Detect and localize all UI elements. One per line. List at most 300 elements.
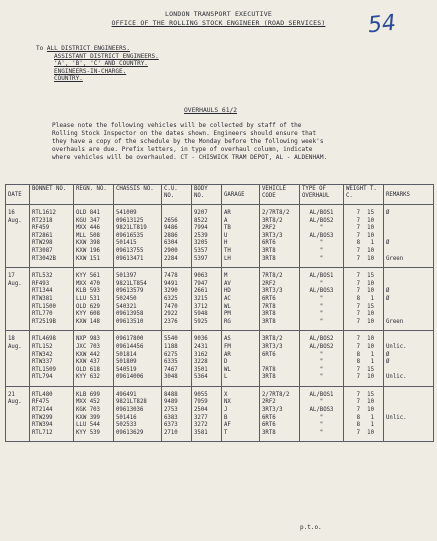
table-row-value: 2539: [194, 232, 208, 239]
table-row-value: [346, 319, 381, 327]
date-text: 21: [8, 391, 15, 398]
weight-tons: 7: [356, 288, 360, 295]
table-row-value: 541009: [116, 210, 137, 216]
table-row-value: 6RT6: [262, 295, 276, 302]
table-row-value: 3215: [194, 295, 208, 302]
paragraph-line: where vehicles will be overhauled. CT - CHISWICK TRAM DEPOT, AL - ALDENHAM.: [52, 154, 328, 162]
table-row-value: 540519: [116, 366, 137, 373]
table-row-value: Unlic.: [386, 414, 407, 421]
weight-tons: 7: [356, 399, 360, 406]
weight-tons: 8: [356, 351, 360, 358]
paragraph-line: they have a copy of the schedule by the Monday before the following week's: [52, 138, 324, 146]
pto-note: p.t.o.: [300, 524, 322, 531]
date-text: 17: [8, 273, 15, 280]
table-row-value: MXX 470: [76, 280, 100, 287]
handwritten-page-number: 54: [366, 10, 398, 39]
table-row-value: 8522: [194, 217, 208, 224]
table-row-value: ": [319, 318, 324, 325]
weight-tons: 7: [356, 407, 360, 414]
table-row-value: AL/BOS1: [309, 391, 334, 398]
table-row-value: [386, 304, 431, 312]
table-row-value: 6373: [164, 422, 178, 429]
distribution-line: ALL DISTRICT ENGINEERS.: [46, 45, 130, 52]
weight-cell: [344, 331, 384, 387]
table-row-value: [386, 367, 431, 375]
table-row-value: 7959: [194, 399, 208, 406]
table-row-value: 09613510: [116, 318, 144, 325]
weight-cwt: 10: [367, 225, 374, 232]
table-row-value: ": [319, 240, 324, 247]
date-text: 16: [8, 210, 15, 216]
table-row-value: 7478: [164, 273, 178, 280]
table-row-value: RF475: [32, 399, 50, 406]
date-group-row: [6, 268, 434, 331]
weight-tons: 7: [356, 225, 360, 232]
table-row-value: [346, 210, 381, 218]
table-row-value: [346, 359, 381, 367]
weight-tons: 7: [356, 210, 360, 216]
table-row-value: Ø: [386, 240, 390, 247]
table-row-value: M: [224, 273, 228, 280]
weight-cwt: 15: [367, 273, 374, 280]
table-row-value: 2284: [164, 255, 178, 262]
table-row-value: 09613629: [116, 429, 144, 436]
table-row-value: 5925: [194, 318, 208, 325]
org-heading: LONDON TRANSPORT EXECUTIVE: [165, 10, 272, 18]
table-row-value: OLD 841: [76, 210, 100, 216]
weight-cwt: 15: [367, 210, 374, 216]
cu-cell: [162, 331, 192, 387]
overhauls-title: OVERHAULS 61/2: [184, 107, 238, 114]
table-row-value: [386, 399, 431, 407]
chassis-cell: [114, 268, 162, 331]
table-row-value: [386, 273, 431, 281]
table-row-value: HD: [224, 288, 231, 295]
table-row-value: 501814: [116, 351, 137, 358]
table-row-value: RT1344: [32, 288, 53, 295]
table-body: [6, 205, 434, 442]
table-header-row: [6, 185, 434, 205]
table-row-value: AL/BOS2: [309, 343, 334, 350]
table-row-value: RTL770: [32, 311, 53, 318]
weight-cwt: 10: [367, 399, 374, 406]
table-row-value: [262, 359, 297, 367]
header-bonnet: BONNET NO.: [30, 185, 74, 205]
table-row-value: Green: [386, 255, 404, 262]
date-text: Aug.: [8, 280, 22, 287]
table-row-value: 2922: [164, 311, 178, 318]
table-row-value: 6383: [164, 414, 178, 421]
table-row-value: TH: [224, 247, 231, 254]
table-row-value: 6RT6: [262, 240, 276, 247]
table-row-value: 2900: [164, 247, 178, 254]
table-row-value: RTW299: [32, 414, 53, 421]
table-row-value: 7470: [164, 303, 178, 310]
table-row-value: RTL532: [32, 273, 53, 280]
weight-tons: 7: [356, 247, 360, 254]
table-row-value: ": [319, 303, 324, 310]
distribution-line: COUNTRY.: [54, 75, 83, 83]
table-row-value: NX: [224, 399, 231, 406]
table-row-value: 5397: [194, 255, 208, 262]
table-row-value: [346, 311, 381, 319]
header-chassis: CHASSIS NO.: [114, 185, 162, 205]
weight-cell: [344, 268, 384, 331]
weight-cwt: 10: [367, 407, 374, 414]
table-row-value: MLL 508: [76, 232, 100, 239]
table-row-value: AR: [224, 351, 231, 358]
table-row-value: ": [319, 351, 324, 358]
table-row-value: KXW 196: [76, 247, 100, 254]
weight-tons: 7: [356, 374, 360, 381]
table-row-value: RT2144: [32, 407, 53, 414]
table-row-value: [386, 392, 431, 400]
table-row-value: 3RT8: [262, 429, 276, 436]
table-row-value: 3272: [194, 422, 208, 429]
table-row-value: [346, 233, 381, 241]
cu-cell: [162, 205, 192, 268]
vehicle-code-cell: [260, 205, 300, 268]
table-row-value: RF493: [32, 280, 50, 287]
table-row-value: [346, 430, 381, 438]
table-row-value: 09613471: [116, 255, 144, 262]
table-row-value: ": [319, 399, 324, 406]
weight-tons: 8: [356, 422, 360, 429]
table-row-value: [386, 407, 431, 415]
header-remarks: REMARKS: [384, 185, 434, 205]
table-row-value: RT2519B: [32, 318, 56, 325]
weight-cwt: 1: [370, 240, 374, 247]
table-row-value: L: [224, 374, 228, 381]
table-row-value: T: [224, 429, 228, 436]
table-row-value: 09613036: [116, 407, 144, 414]
table-row-value: Ø: [386, 351, 390, 358]
table-row-value: AL/BOS2: [309, 336, 334, 343]
table-row-value: ": [319, 225, 324, 232]
table-row-value: [386, 336, 431, 344]
table-row-value: 3048: [164, 374, 178, 381]
table-row-value: 3581: [194, 429, 208, 436]
body-cell: [192, 386, 222, 442]
table-row-value: [346, 288, 381, 296]
weight-cwt: 15: [367, 303, 374, 310]
table-row-value: ": [319, 366, 324, 373]
table-row-value: RTL480: [32, 391, 53, 398]
table-row-value: RT3087: [32, 247, 53, 254]
table-row-value: RTL1509: [32, 366, 56, 373]
garage-cell: [222, 331, 260, 387]
table-row-value: 7RT8: [262, 303, 276, 310]
table-row-value: [346, 422, 381, 430]
table-row-value: RTL1612: [32, 210, 56, 216]
office-heading: OFFICE OF THE ROLLING STOCK ENGINEER (ROAD SERVICES): [111, 19, 326, 27]
weight-cell: [344, 386, 384, 442]
table-row-value: 3228: [194, 359, 208, 366]
table-row-value: RTW337: [32, 359, 53, 366]
date-group-row: [6, 386, 434, 442]
table-row-value: 6RT6: [262, 422, 276, 429]
table-row-value: [346, 225, 381, 233]
table-row-value: RT2318: [32, 217, 53, 224]
table-row-value: ": [319, 422, 324, 429]
table-row-value: H: [224, 240, 228, 247]
table-row-value: 2504: [194, 407, 208, 414]
table-row-value: [386, 311, 431, 319]
table-row-value: [346, 415, 381, 423]
weight-cwt: 10: [367, 255, 374, 262]
weight-cwt: 10: [367, 318, 374, 325]
table-row-value: 9821LT854: [116, 280, 147, 287]
table-row-value: 501809: [116, 359, 137, 366]
table-row-value: AL/BOS2: [309, 217, 334, 224]
table-row-value: U: [224, 232, 228, 239]
weight-cwt: 10: [367, 343, 374, 350]
table-row-value: Unlic.: [386, 343, 407, 350]
table-row-value: 6RT6: [262, 414, 276, 421]
table-row-value: 3RT8: [262, 255, 276, 262]
regn-cell: [74, 386, 114, 442]
weight-cwt: 1: [370, 422, 374, 429]
weight-tons: 7: [356, 255, 360, 262]
table-row-value: AL/BOS3: [309, 407, 334, 414]
table-row-value: ": [319, 295, 324, 302]
weight-cwt: 10: [367, 336, 374, 343]
table-row-value: 540321: [116, 303, 137, 310]
table-row-value: J: [224, 407, 228, 414]
table-row-value: 9055: [194, 391, 208, 398]
weight-cwt: 1: [370, 359, 374, 366]
table-row-value: ": [319, 280, 324, 287]
distribution-list: [36, 45, 159, 83]
table-row-value: 6275: [164, 351, 178, 358]
table-row-value: 9489: [164, 399, 178, 406]
table-row-value: 09617800: [116, 336, 144, 343]
table-row-value: ": [319, 359, 324, 366]
table-row-value: KLB 699: [76, 391, 100, 398]
table-row-value: 3RT8: [262, 311, 276, 318]
table-row-value: [346, 273, 381, 281]
table-row-value: 8488: [164, 391, 178, 398]
table-row-value: 2710: [164, 429, 178, 436]
table-row-value: 5364: [194, 374, 208, 381]
table-row-value: 501397: [116, 273, 137, 280]
table-row-value: 3712: [194, 303, 208, 310]
table-row-value: 3RT8: [262, 318, 276, 325]
weight-tons: 7: [356, 217, 360, 224]
date-cell: [6, 268, 30, 331]
weight-cwt: 10: [367, 247, 374, 254]
weight-cwt: 10: [367, 217, 374, 224]
table-row-value: [346, 352, 381, 360]
bonnet-cell: [30, 331, 74, 387]
weight-cwt: 10: [367, 288, 374, 295]
table-row-value: 496491: [116, 391, 137, 398]
table-row-value: AL/BOS1: [309, 210, 334, 216]
date-text: 18: [8, 336, 15, 343]
table-row-value: RTL1500: [32, 303, 56, 310]
table-row-value: 2/7RT8/2: [262, 391, 290, 398]
table-row-value: 2/7RT8/2: [262, 210, 290, 216]
table-row-value: 6335: [164, 359, 178, 366]
table-row-value: [346, 392, 381, 400]
table-row-value: 2RF2: [262, 399, 276, 406]
overhaul-type-cell: [300, 331, 344, 387]
table-row-value: [346, 367, 381, 375]
table-row-value: D: [224, 359, 228, 366]
weight-cwt: 10: [367, 232, 374, 239]
table-row-value: RG: [224, 318, 231, 325]
weight-cwt: 10: [367, 280, 374, 287]
weight-cwt: 15: [367, 366, 374, 373]
table-row-value: Ø: [386, 359, 390, 366]
table-row-value: 3RT8/2: [262, 336, 283, 343]
table-row-value: 5948: [194, 311, 208, 318]
table-row-value: 09613125: [116, 217, 144, 224]
table-row-value: 501415: [116, 240, 137, 247]
date-cell: [6, 205, 30, 268]
weight-tons: 7: [356, 343, 360, 350]
table-row-value: [346, 248, 381, 256]
header-vehicle-code: VEHICLE CODE: [260, 185, 300, 205]
table-row-value: [346, 281, 381, 289]
table-row-value: B: [224, 414, 228, 421]
table-row-value: ": [319, 247, 324, 254]
regn-cell: [74, 205, 114, 268]
table-row-value: 9207: [194, 210, 208, 216]
weight-tons: 8: [356, 240, 360, 247]
table-row-value: RTW394: [32, 422, 53, 429]
overhaul-type-cell: [300, 268, 344, 331]
weight-tons: 7: [356, 366, 360, 373]
table-row-value: RF459: [32, 225, 50, 232]
table-row-value: 2RF2: [262, 280, 276, 287]
table-row-value: KLB 593: [76, 288, 100, 295]
bonnet-cell: [30, 205, 74, 268]
header-weight: WEIGHT T. C.: [344, 185, 384, 205]
weight-cwt: 10: [367, 429, 374, 436]
weight-cwt: 10: [367, 311, 374, 318]
table-row-value: 6325: [164, 295, 178, 302]
regn-cell: [74, 268, 114, 331]
table-row-value: 3290: [164, 288, 178, 295]
table-row-value: 6304: [164, 240, 178, 247]
bonnet-cell: [30, 386, 74, 442]
table-row-value: A: [224, 217, 228, 224]
table-row-value: 09614006: [116, 374, 144, 381]
table-row-value: KXW 151: [76, 255, 100, 262]
weight-tons: 7: [356, 336, 360, 343]
weight-tons: 7: [356, 311, 360, 318]
table-row-value: [386, 233, 431, 241]
weight-cell: [344, 205, 384, 268]
weight-cwt: 1: [370, 414, 374, 421]
table-row-value: OLD 629: [76, 303, 100, 310]
table-row-value: 3162: [194, 351, 208, 358]
table-row-value: [386, 430, 431, 438]
table-row-value: [346, 296, 381, 304]
table-row-value: 2656: [164, 217, 178, 224]
table-row-value: 2886: [164, 232, 178, 239]
remarks-cell: [384, 205, 434, 268]
table-row-value: RT2861: [32, 232, 53, 239]
table-row-value: ": [319, 374, 324, 381]
table-row-value: 9821LT819: [116, 225, 147, 232]
header-regn: REGN. NO.: [74, 185, 114, 205]
header-garage: GARAGE: [222, 185, 260, 205]
table-row-value: 6RT6: [262, 351, 276, 358]
paragraph-line: Please note the following vehicles will be collected by staff of the: [52, 122, 302, 129]
vehicle-code-cell: [260, 268, 300, 331]
table-row-value: 5357: [194, 247, 208, 254]
instruction-paragraph: [52, 122, 327, 162]
date-cell: [6, 386, 30, 442]
body-cell: [192, 268, 222, 331]
table-row-value: [346, 240, 381, 248]
table-row-value: 3RT3/3: [262, 407, 283, 414]
remarks-cell: [384, 386, 434, 442]
weight-tons: 7: [356, 303, 360, 310]
table-row-value: 7994: [194, 225, 208, 232]
table-row-value: RTL152: [32, 343, 53, 350]
vehicle-code-cell: [260, 386, 300, 442]
table-row-value: KXW 398: [76, 240, 100, 247]
table-row-value: MXX 452: [76, 399, 100, 406]
overhaul-type-cell: [300, 386, 344, 442]
table-row-value: [346, 399, 381, 407]
table-row-value: AR: [224, 210, 231, 216]
table-row-value: [346, 304, 381, 312]
table-row-value: Ø: [386, 295, 390, 302]
weight-tons: 7: [356, 280, 360, 287]
table-row-value: NXP 983: [76, 336, 100, 343]
table-row-value: 3RT3/3: [262, 343, 283, 350]
weight-cwt: 10: [367, 374, 374, 381]
table-row-value: 502533: [116, 422, 137, 429]
to-label: To: [36, 45, 44, 52]
table-row-value: AS: [224, 336, 231, 343]
table-row-value: FM: [224, 343, 231, 350]
table-row-value: 3RT8: [262, 247, 276, 254]
cu-cell: [162, 268, 192, 331]
table-row-value: 9036: [194, 336, 208, 343]
paragraph-line: overhauls are due. Prefix letters, in type of overhaul column, indicate: [52, 146, 313, 154]
table-row-value: RTL794: [32, 374, 53, 381]
table-row-value: AV: [224, 280, 231, 287]
date-text: Aug.: [8, 399, 22, 406]
table-row-value: LLU 531: [76, 295, 100, 302]
table-row-value: ": [319, 255, 324, 262]
table-row-value: KYY 632: [76, 374, 100, 381]
table-row-value: [346, 374, 381, 382]
chassis-cell: [114, 331, 162, 387]
chassis-cell: [114, 205, 162, 268]
table-row-value: 7RT8: [262, 366, 276, 373]
weight-tons: 8: [356, 414, 360, 421]
paragraph-line: Rolling Stock Inspector on the dates shown. Engineers should ensure that: [52, 130, 317, 138]
table-row-value: AL/BOS1: [309, 273, 334, 280]
table-row-value: 09614456: [116, 343, 144, 350]
vehicle-code-cell: [260, 331, 300, 387]
table-row-value: KGU 347: [76, 217, 100, 224]
table-row-value: 3RT8: [262, 374, 276, 381]
table-row-value: KYY 561: [76, 273, 100, 280]
table-row-value: [386, 225, 431, 233]
date-cell: [6, 331, 30, 387]
table-row-value: [386, 218, 431, 226]
table-row-value: RTW298: [32, 240, 53, 247]
table-row-value: MXX 446: [76, 225, 100, 232]
cu-cell: [162, 386, 192, 442]
